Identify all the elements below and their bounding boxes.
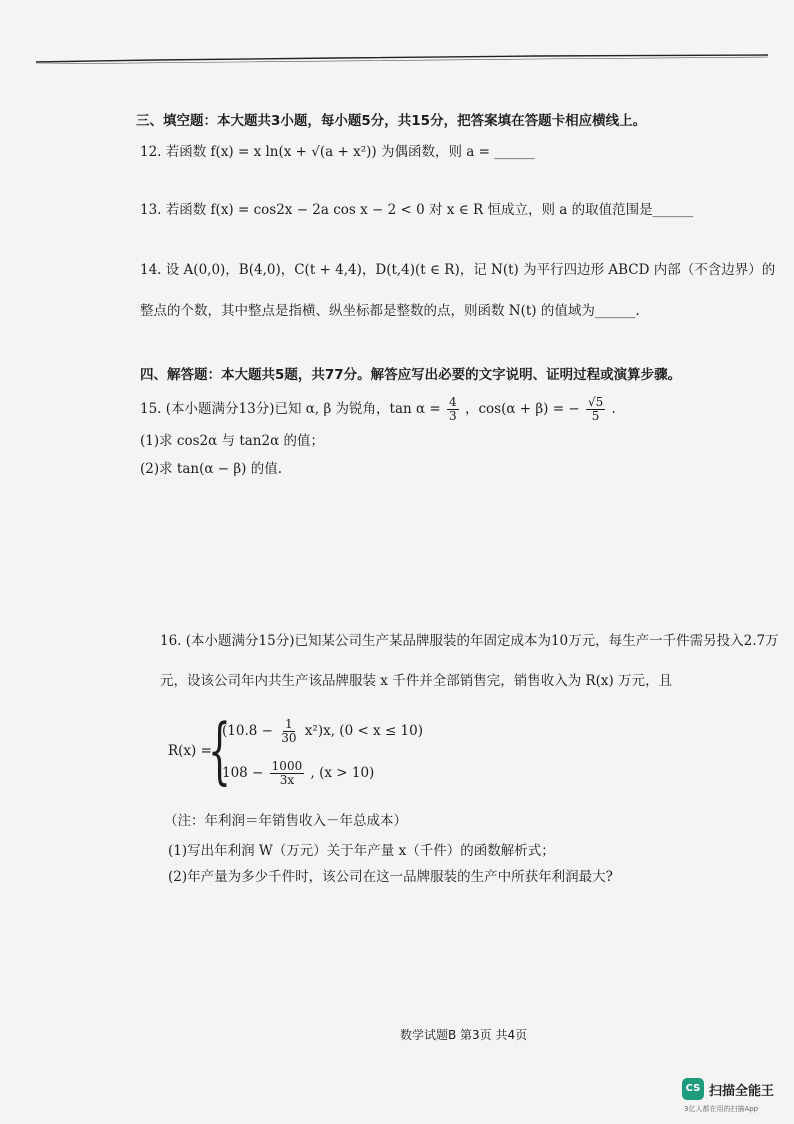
header-rule [36,54,768,64]
piecewise-case-1 [222,714,423,748]
q15-tan-num: 4 [449,395,457,409]
case2-a: 108 − [222,765,264,781]
question-13: 13. 若函数 f(x) = cos2x − 2a cos x − 2 < 0 对 x ∈ R 恒成立，则 a 的取值范围是______ [140,202,694,218]
question-15-part2: (2)求 tan(α − β) 的值. [140,461,283,477]
case1-den: 30 [281,731,297,745]
case2-fraction [270,760,305,787]
question-14-line2: 整点的个数，其中整点是指横、纵坐标都是整数的点，则函数 N(t) 的值域为______. [140,303,640,319]
piecewise-brace: { [208,708,231,792]
q15-stem-c: . [611,401,616,417]
question-16-line2: 元，设该公司年内共生产该品牌服装 x 千件并全部销售完，销售收入为 R(x) 万元，且 [160,673,673,689]
r-label: R(x) = [168,743,212,759]
question-16-note: （注：年利润＝年销售收入－年总成本） [164,813,407,829]
piecewise-case-2 [222,756,374,790]
question-16-part1: (1)写出年利润 W（万元）关于年产量 x（千件）的函数解析式； [168,843,555,859]
q15-tan-den: 3 [449,409,457,423]
case2-num: 1000 [271,759,303,773]
case1-num: 1 [285,717,293,731]
question-16-part2: (2)年产量为多少千件时，该公司在这一品牌服装的生产中所获年利润最大? [168,869,613,885]
camscanner-logo-icon: CS [682,1078,704,1100]
case2-b: , (x > 10) [310,765,375,781]
question-15-part1: (1)求 cos2α 与 tan2α 的值； [140,433,324,449]
section4-heading: 四、解答题：本大题共5题，共77分。解答应写出必要的文字说明、证明过程或演算步骤。 [140,367,682,383]
q15-stem-a: 15. (本小题满分13分)已知 α, β 为锐角，tan α = [140,401,441,417]
watermark-name: 扫描全能王 [709,1084,775,1099]
case1-b: x²)x, (0 < x ≤ 10) [304,723,424,739]
case2-den: 3x [279,773,295,787]
section3-heading: 三、填空题：本大题共3小题，每小题5分，共15分，把答案填在答题卡相应横线上。 [136,113,647,129]
q15-cos-fraction [586,396,605,423]
question-15-stem [140,394,616,424]
scanner-watermark [682,1078,786,1118]
question-14-line1: 14. 设 A(0,0)，B(4,0)，C(t + 4,4)，D(t,4)(t ∈ R)，记 N(t) 为平行四边形 ABCD 内部（不含边界）的 [140,262,776,278]
q15-stem-b: ，cos(α + β) = − [464,401,580,417]
watermark-subtitle: 3亿人都在用的扫描App [684,1105,759,1113]
case1-fraction [279,718,298,745]
q15-cos-den: 5 [591,409,600,423]
question-16-line1: 16. (本小题满分15分)已知某公司生产某品牌服装的年固定成本为10万元，每生产一千件需另投入2.7万 [160,633,779,649]
page-footer: 数学试题B 第3页 共4页 [400,1028,528,1042]
case1-a: (10.8 − [222,723,273,739]
question-12: 12. 若函数 f(x) = x ln(x + √(a + x²)) 为偶函数，则 a = ______ [140,144,535,160]
q15-tan-fraction [447,396,459,423]
q15-cos-num: √5 [587,395,604,409]
